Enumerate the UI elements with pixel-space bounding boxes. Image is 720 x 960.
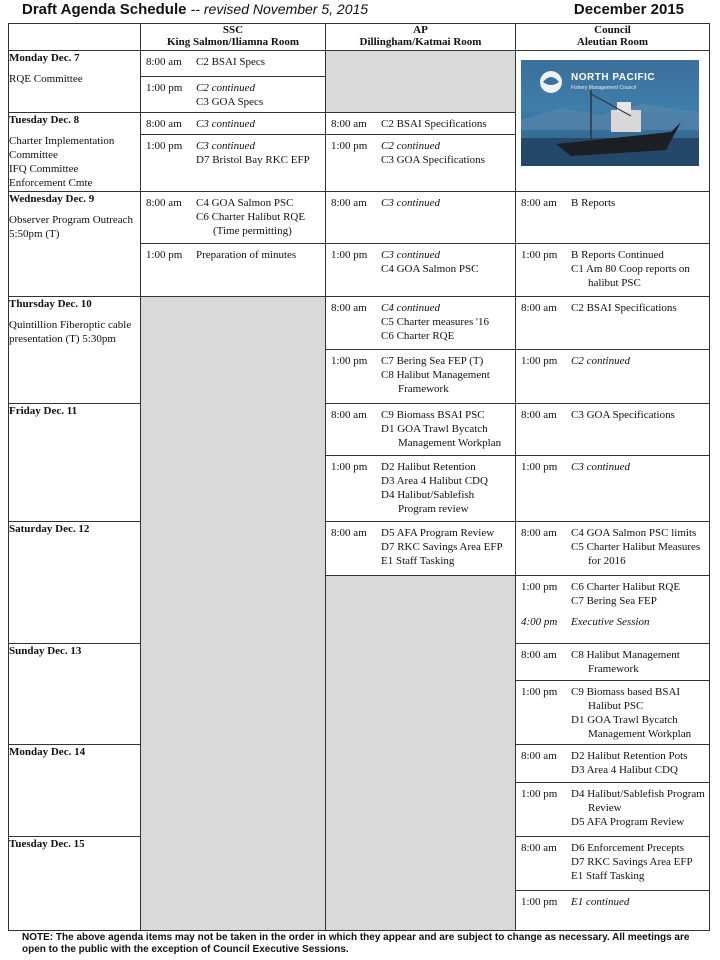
ssc-tue8-pm: [141, 135, 326, 192]
session: [516, 404, 709, 425]
day-cell-sun13: [9, 644, 141, 745]
session-time: 8:00 am: [146, 56, 182, 68]
ap-tue8-am: [326, 113, 516, 135]
agenda-item: D4 Halibut/Sablefish Program Review: [571, 788, 705, 814]
month-label: December 2015: [573, 1, 684, 18]
ap-sat12-am: [326, 522, 516, 576]
ap-fri11-am: [326, 404, 516, 456]
agenda-item: D1 GOA Trawl Bycatch Management Workplan: [381, 423, 502, 449]
session: [326, 192, 515, 213]
ssc-wed9-pm: [141, 244, 326, 297]
ssc-name: SSC: [222, 24, 244, 36]
agenda-item: Preparation of minutes: [196, 249, 297, 261]
council-sun13-am: [516, 644, 710, 681]
agenda-item: C3 continued: [571, 461, 630, 473]
agenda-table: [8, 23, 710, 931]
session-time: 1:00 pm: [331, 461, 368, 473]
row-sat12-am: [9, 522, 710, 576]
council-sun13-pm: [516, 681, 710, 745]
day-cell-thu10: [9, 297, 141, 404]
session-time: 1:00 pm: [146, 82, 183, 94]
council-mon14-am: [516, 745, 710, 783]
session: [516, 522, 709, 571]
agenda-item: C3 continued: [196, 118, 255, 130]
session: [326, 113, 515, 134]
agenda-item: C3 GOA Specifications: [381, 154, 485, 166]
session-time: 8:00 am: [146, 118, 182, 130]
day-cell-mon7: [9, 51, 141, 113]
session-time: 8:00 am: [331, 118, 367, 130]
session: [141, 244, 325, 265]
row-fri11-am: [9, 404, 710, 456]
agenda-item: C6 Charter RQE: [381, 330, 455, 342]
agenda-item: C2 continued: [196, 82, 255, 94]
agenda-item: C4 continued: [381, 302, 440, 314]
ap-wed9-pm: [326, 244, 516, 297]
council-wed9-am: [516, 192, 710, 244]
ap-name: AP: [413, 24, 428, 36]
session-time: 8:00 am: [521, 842, 557, 854]
agenda-item: D7 RKC Savings Area EFP: [381, 541, 503, 553]
agenda-item: D7 RKC Savings Area EFP: [571, 856, 693, 868]
ap-mon7-empty: [326, 51, 516, 113]
session-time: 8:00 am: [521, 197, 557, 209]
agenda-item: C3 continued: [381, 197, 440, 209]
session-time: 1:00 pm: [521, 581, 558, 593]
logo-subtitle: Fishery Management Council: [571, 85, 637, 91]
session-time: 8:00 am: [521, 750, 557, 762]
ap-thu10-am: [326, 297, 516, 350]
row-thu10-am: [9, 297, 710, 350]
session: [326, 404, 515, 453]
agenda-item: D2 Halibut Retention Pots: [571, 750, 688, 762]
executive-session: [516, 611, 709, 632]
session-time: 4:00 pm: [521, 616, 558, 628]
council-logo-image: [521, 60, 699, 166]
ssc-room: King Salmon/Iliamna Room: [166, 36, 300, 48]
session: [141, 77, 325, 112]
session-time: 1:00 pm: [146, 249, 183, 261]
agenda-item: C5 Charter Halibut Measures for 2016: [571, 541, 701, 567]
session: [141, 51, 325, 72]
session-time: 8:00 am: [331, 527, 367, 539]
agenda-item: C2 BSAI Specs: [196, 56, 266, 68]
day-label: Saturday Dec. 12: [9, 523, 90, 535]
council-logo-cell: [516, 51, 710, 192]
session-time: 1:00 pm: [521, 249, 558, 261]
agenda-item: C4 GOA Salmon PSC: [381, 263, 479, 275]
session-time: 1:00 pm: [331, 249, 368, 261]
session-time: 8:00 am: [331, 197, 367, 209]
agenda-item: B Reports: [571, 197, 616, 209]
session: [516, 456, 709, 477]
ap-thu10-pm: [326, 350, 516, 404]
agenda-item: D2 Halibut Retention: [381, 461, 476, 473]
day-cell-wed9: [9, 192, 141, 297]
ap-fri11-pm: [326, 456, 516, 522]
agenda-item: E1 Staff Tasking: [381, 555, 455, 567]
council-sat12-pm: [516, 576, 710, 644]
agenda-item: C8 Halibut Management Framework: [381, 369, 490, 395]
day-label: Friday Dec. 11: [9, 405, 78, 417]
session: [326, 297, 515, 346]
ap-no-sessions: [326, 576, 516, 931]
row-mon7-am: [9, 51, 710, 77]
day-note: Observer Program Outreach 5:50pm (T): [9, 214, 134, 240]
council-room: Aleutian Room: [576, 36, 649, 48]
agenda-item: C2 continued: [571, 355, 630, 367]
agenda-item: C3 continued: [196, 140, 255, 152]
day-cell-mon14: [9, 745, 141, 837]
day-label: Thursday Dec. 10: [9, 298, 92, 310]
council-thu10-am: [516, 297, 710, 350]
document-title: [22, 1, 368, 18]
agenda-item: D6 Enforcement Precepts: [571, 842, 685, 854]
session: [516, 192, 709, 213]
agenda-item: B Reports Continued: [571, 249, 664, 261]
agenda-item: E1 continued: [571, 896, 630, 908]
title-text: Draft Agenda Schedule: [22, 1, 187, 18]
ssc-tue8-am: [141, 113, 326, 135]
ssc-mon7-am: [141, 51, 326, 77]
logo-title: NORTH PACIFIC: [571, 72, 656, 83]
session-time: 8:00 am: [331, 302, 367, 314]
session: [516, 576, 709, 611]
council-column-header: [516, 24, 710, 51]
day-note: Charter Implementation Committee IFQ Committee Enforcement Cmte: [9, 135, 115, 189]
agenda-item: C1 Am 80 Coop reports on halibut PSC: [571, 263, 690, 289]
session-time: 1:00 pm: [521, 686, 558, 698]
ap-tue8-pm: [326, 135, 516, 192]
council-fri11-am: [516, 404, 710, 456]
agenda-item: C7 Bering Sea FEP: [571, 595, 657, 607]
council-name: Council: [594, 24, 631, 36]
session-time: 8:00 am: [521, 409, 557, 421]
session: [516, 837, 709, 886]
session: [516, 644, 709, 679]
session: [516, 681, 709, 744]
session-time: 8:00 am: [521, 527, 557, 539]
session-time: 1:00 pm: [331, 140, 368, 152]
agenda-item: C4 GOA Salmon PSC limits: [571, 527, 697, 539]
day-label: Tuesday Dec. 15: [9, 838, 85, 850]
agenda-item: D1 GOA Trawl Bycatch Management Workplan: [571, 714, 692, 740]
agenda-item: Executive Session: [571, 616, 650, 628]
session: [516, 891, 709, 912]
session-time: 8:00 am: [146, 197, 182, 209]
session: [141, 192, 325, 241]
day-cell-fri11: [9, 404, 141, 522]
agenda-item: C5 Charter measures '16: [381, 316, 489, 328]
agenda-item: C3 continued: [381, 249, 440, 261]
session: [326, 350, 515, 399]
agenda-item: D5 AFA Program Review: [381, 527, 495, 539]
session-time: 8:00 am: [521, 649, 557, 661]
day-label: Monday Dec. 14: [9, 746, 86, 758]
day-cell-tue15: [9, 837, 141, 931]
council-fri11-pm: [516, 456, 710, 522]
council-tue15-am: [516, 837, 710, 891]
session: [516, 244, 709, 293]
agenda-item: E1 Staff Tasking: [571, 870, 645, 882]
agenda-item: D3 Area 4 Halibut CDQ: [571, 764, 678, 776]
day-label: Wednesday Dec. 9: [9, 193, 95, 205]
agenda-item: C2 continued: [381, 140, 440, 152]
session: [326, 135, 515, 170]
session: [326, 244, 515, 279]
session: [516, 350, 709, 371]
session: [326, 522, 515, 571]
agenda-item: C9 Biomass based BSAI Halibut PSC: [571, 686, 681, 712]
session: [516, 783, 709, 832]
agenda-item: C3 GOA Specs: [196, 96, 264, 108]
corner-cell: [9, 24, 141, 51]
agenda-item: D3 Area 4 Halibut CDQ: [381, 475, 488, 487]
day-label: Tuesday Dec. 8: [9, 114, 80, 126]
session-time: 1:00 pm: [331, 355, 368, 367]
agenda-item: C3 GOA Specifications: [571, 409, 675, 421]
day-label: Sunday Dec. 13: [9, 645, 82, 657]
agenda-item: D7 Bristol Bay RKC EFP: [196, 154, 310, 166]
session: [141, 113, 325, 134]
session: [141, 135, 325, 170]
agenda-item: C8 Halibut Management Framework: [571, 649, 680, 675]
agenda-item: C7 Bering Sea FEP (T): [381, 355, 484, 367]
session: [326, 456, 515, 519]
row-wed9-am: [9, 192, 710, 244]
column-header-row: [9, 24, 710, 51]
agenda-item: D5 AFA Program Review: [571, 816, 685, 828]
council-mon14-pm: [516, 783, 710, 837]
ssc-wed9-am: [141, 192, 326, 244]
agenda-item: C6 Charter Halibut RQE (Time permitting): [196, 211, 306, 237]
ap-wed9-am: [326, 192, 516, 244]
session-time: 1:00 pm: [146, 140, 183, 152]
day-label: Monday Dec. 7: [9, 52, 80, 64]
session-time: 1:00 pm: [521, 355, 558, 367]
council-thu10-pm: [516, 350, 710, 404]
agenda-item: D4 Halibut/Sablefish Program review: [381, 489, 475, 515]
ap-room: Dillingham/Katmai Room: [359, 36, 482, 48]
ssc-no-sessions: [141, 297, 326, 931]
document-header: [0, 0, 720, 22]
agenda-item: C2 BSAI Specifications: [571, 302, 677, 314]
session-time: 1:00 pm: [521, 461, 558, 473]
council-tue15-pm: [516, 891, 710, 931]
agenda-item: C9 Biomass BSAI PSC: [381, 409, 485, 421]
session-time: 1:00 pm: [521, 788, 558, 800]
council-wed9-pm: [516, 244, 710, 297]
ap-column-header: [326, 24, 516, 51]
ssc-mon7-pm: [141, 77, 326, 113]
day-note: RQE Committee: [9, 73, 83, 85]
footer-note: NOTE: The above agenda items may not be taken in the order in which they appear and are subject to change as necessary. All meetings are open to the public with the exception of Council Executive Sessions.: [22, 932, 690, 955]
day-cell-tue8: [9, 113, 141, 192]
agenda-item: C6 Charter Halibut RQE: [571, 581, 681, 593]
day-cell-sat12: [9, 522, 141, 644]
session-time: 8:00 am: [331, 409, 367, 421]
session-time: 1:00 pm: [521, 896, 558, 908]
ssc-column-header: [141, 24, 326, 51]
session: [516, 745, 709, 780]
session-time: 8:00 am: [521, 302, 557, 314]
agenda-item: C2 BSAI Specifications: [381, 118, 487, 130]
day-note: Quintillion Fiberoptic cable presentation (T) 5:30pm: [9, 319, 132, 345]
council-sat12-am: [516, 522, 710, 576]
revision-date: -- revised November 5, 2015: [190, 1, 369, 17]
agenda-item: C4 GOA Salmon PSC: [196, 197, 294, 209]
session: [516, 297, 709, 318]
